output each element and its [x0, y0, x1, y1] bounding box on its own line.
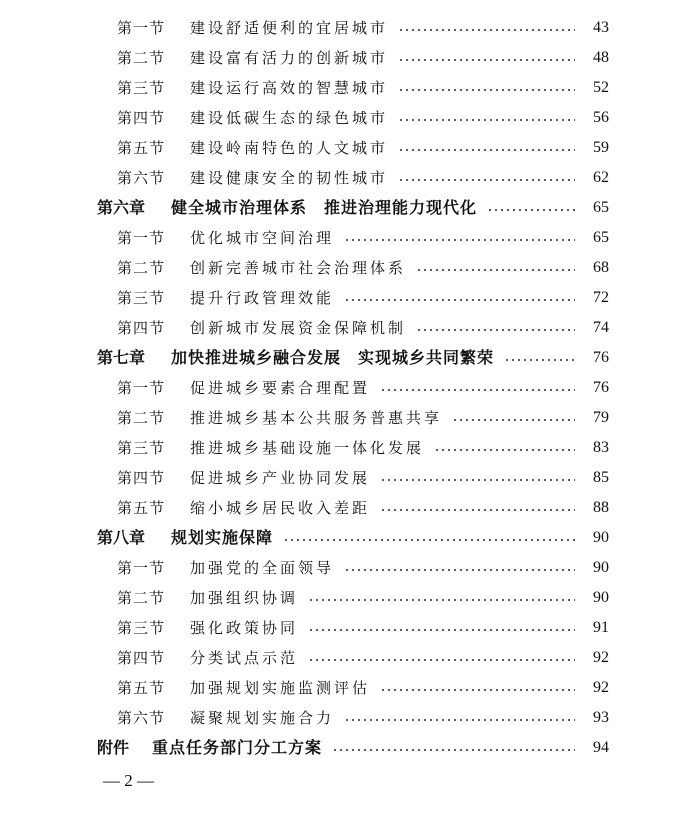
toc-entry-number: 第五节: [117, 139, 166, 157]
toc-chapter-entry: [0, 523, 696, 553]
toc-entry-page: 62: [593, 169, 609, 186]
toc-entry-page: 52: [593, 79, 609, 96]
toc-entry-number: 第二节: [117, 409, 166, 427]
toc-entry-title: 分类试点示范: [190, 649, 299, 667]
toc-entry-title: 加强规划实施监测评估: [190, 679, 371, 697]
toc-entry-number: 第六章: [97, 198, 146, 217]
toc-section-entry: [0, 553, 696, 583]
toc-entry-page: 43: [593, 19, 609, 36]
toc-entry-title: 建设富有活力的创新城市: [190, 49, 389, 67]
toc-entry-title: 优化城市空间治理: [190, 229, 335, 247]
toc-entry-page: 92: [593, 679, 609, 696]
dot-leader: [398, 148, 575, 152]
toc-appendix-entry: [0, 733, 696, 763]
toc-entry-title: 建设舒适便利的宜居城市: [190, 19, 389, 37]
page-number: — 2 —: [103, 771, 154, 790]
toc-entry-number: 第四节: [117, 319, 166, 337]
toc-entry-page: 90: [593, 559, 609, 576]
toc-entry-title: 强化政策协同: [190, 619, 299, 637]
toc-entry-title: 加快推进城乡融合发展 实现城乡共同繁荣: [171, 348, 495, 367]
toc-entry-title: 建设岭南特色的人文城市: [190, 139, 389, 157]
toc-section-entry: [0, 433, 696, 463]
toc-entry-page: 74: [593, 319, 609, 336]
toc-entry-title: 缩小城乡居民收入差距: [190, 499, 371, 517]
toc-entry-number: 第二节: [117, 259, 166, 277]
toc-section-entry: [0, 373, 696, 403]
toc-chapter-entry: [0, 193, 696, 223]
toc-entry-page: 68: [593, 259, 609, 276]
toc-entry-page: 94: [593, 739, 609, 756]
toc-entry-number: 第三节: [117, 619, 166, 637]
toc-entry-number: 第四节: [117, 109, 166, 127]
dot-leader: [344, 238, 575, 242]
toc-entry-page: 91: [593, 619, 609, 636]
toc-section-entry: [0, 703, 696, 733]
toc-entry-number: 第一节: [117, 19, 166, 37]
toc-section-entry: [0, 583, 696, 613]
toc-entry-number: 第五节: [117, 499, 166, 517]
toc-entry-title: 健全城市治理体系 推进治理能力现代化: [171, 198, 478, 217]
toc-section-entry: [0, 133, 696, 163]
toc-entry-page: 59: [593, 139, 609, 156]
toc-section-entry: [0, 13, 696, 43]
dot-leader: [416, 268, 575, 272]
dot-leader: [308, 658, 575, 662]
dot-leader: [398, 58, 575, 62]
dot-leader: [344, 718, 575, 722]
toc-entry-number: 第三节: [117, 79, 166, 97]
toc-entry-page: 92: [593, 649, 609, 666]
toc-entry-number: 第三节: [117, 439, 166, 457]
dot-leader: [416, 328, 575, 332]
toc-entry-page: 65: [593, 229, 609, 246]
dot-leader: [452, 418, 575, 422]
toc-entry-number: 第二节: [117, 589, 166, 607]
toc-section-entry: [0, 223, 696, 253]
toc-entry-title: 促进城乡要素合理配置: [190, 379, 371, 397]
toc-entry-number: 第四节: [117, 649, 166, 667]
toc-entry-title: 创新完善城市社会治理体系: [190, 259, 407, 277]
toc-entry-page: 76: [593, 349, 609, 366]
dot-leader: [434, 448, 575, 452]
toc-entry-number: 第六节: [117, 709, 166, 727]
toc-entry-title: 创新城市发展资金保障机制: [190, 319, 407, 337]
dot-leader: [398, 88, 575, 92]
toc-entry-number: 第三节: [117, 289, 166, 307]
toc-entry-title: 推进城乡基础设施一体化发展: [190, 439, 425, 457]
toc-entry-title: 加强组织协调: [190, 589, 299, 607]
toc-entry-number: 第四节: [117, 469, 166, 487]
toc-entry-number: 第一节: [117, 379, 166, 397]
toc-entry-page: 88: [593, 499, 609, 516]
toc-entry-title: 规划实施保障: [171, 528, 274, 547]
toc-entry-title: 重点任务部门分工方案: [152, 738, 323, 757]
dot-leader: [380, 388, 575, 392]
toc-entry-page: 93: [593, 709, 609, 726]
dot-leader: [398, 118, 575, 122]
toc-entry-number: 第七章: [97, 348, 146, 367]
toc-entry-title: 建设健康安全的韧性城市: [190, 169, 389, 187]
toc-entry-number: 第一节: [117, 559, 166, 577]
toc-section-entry: [0, 493, 696, 523]
dot-leader: [344, 298, 575, 302]
dot-leader: [308, 598, 575, 602]
toc-entry-title: 建设低碳生态的绿色城市: [190, 109, 389, 127]
toc-section-entry: [0, 73, 696, 103]
toc-entry-page: 90: [593, 529, 609, 546]
toc-section-entry: [0, 613, 696, 643]
toc-chapter-entry: [0, 343, 696, 373]
toc-entry-page: 48: [593, 49, 609, 66]
toc-section-entry: [0, 283, 696, 313]
dot-leader: [380, 478, 575, 482]
dot-leader: [504, 358, 575, 362]
toc-section-entry: [0, 643, 696, 673]
toc-entry-title: 建设运行高效的智慧城市: [190, 79, 389, 97]
toc-entry-number: 附件: [97, 738, 130, 757]
dot-leader: [398, 28, 575, 32]
toc-section-entry: [0, 103, 696, 133]
toc-entry-title: 凝聚规划实施合力: [190, 709, 335, 727]
dot-leader: [344, 568, 575, 572]
toc-entry-page: 90: [593, 589, 609, 606]
toc-entry-number: 第八章: [97, 528, 146, 547]
toc-entry-title: 提升行政管理效能: [190, 289, 335, 307]
toc-entry-page: 83: [593, 439, 609, 456]
dot-leader: [380, 688, 575, 692]
toc-entry-title: 加强党的全面领导: [190, 559, 335, 577]
toc-section-entry: [0, 163, 696, 193]
toc-section-entry: [0, 463, 696, 493]
dot-leader: [283, 538, 575, 542]
dot-leader: [487, 208, 575, 212]
toc-section-entry: [0, 673, 696, 703]
table-of-contents: [0, 13, 696, 763]
toc-entry-page: 76: [593, 379, 609, 396]
dot-leader: [332, 748, 575, 752]
toc-entry-title: 推进城乡基本公共服务普惠共享: [190, 409, 443, 427]
toc-entry-number: 第一节: [117, 229, 166, 247]
toc-entry-page: 56: [593, 109, 609, 126]
toc-entry-page: 85: [593, 469, 609, 486]
toc-section-entry: [0, 43, 696, 73]
toc-entry-number: 第二节: [117, 49, 166, 67]
toc-entry-number: 第五节: [117, 679, 166, 697]
toc-entry-page: 79: [593, 409, 609, 426]
toc-entry-page: 72: [593, 289, 609, 306]
toc-entry-number: 第六节: [117, 169, 166, 187]
dot-leader: [308, 628, 575, 632]
toc-section-entry: [0, 403, 696, 433]
toc-entry-title: 促进城乡产业协同发展: [190, 469, 371, 487]
dot-leader: [380, 508, 575, 512]
dot-leader: [398, 178, 575, 182]
toc-section-entry: [0, 253, 696, 283]
toc-section-entry: [0, 313, 696, 343]
toc-entry-page: 65: [593, 199, 609, 216]
